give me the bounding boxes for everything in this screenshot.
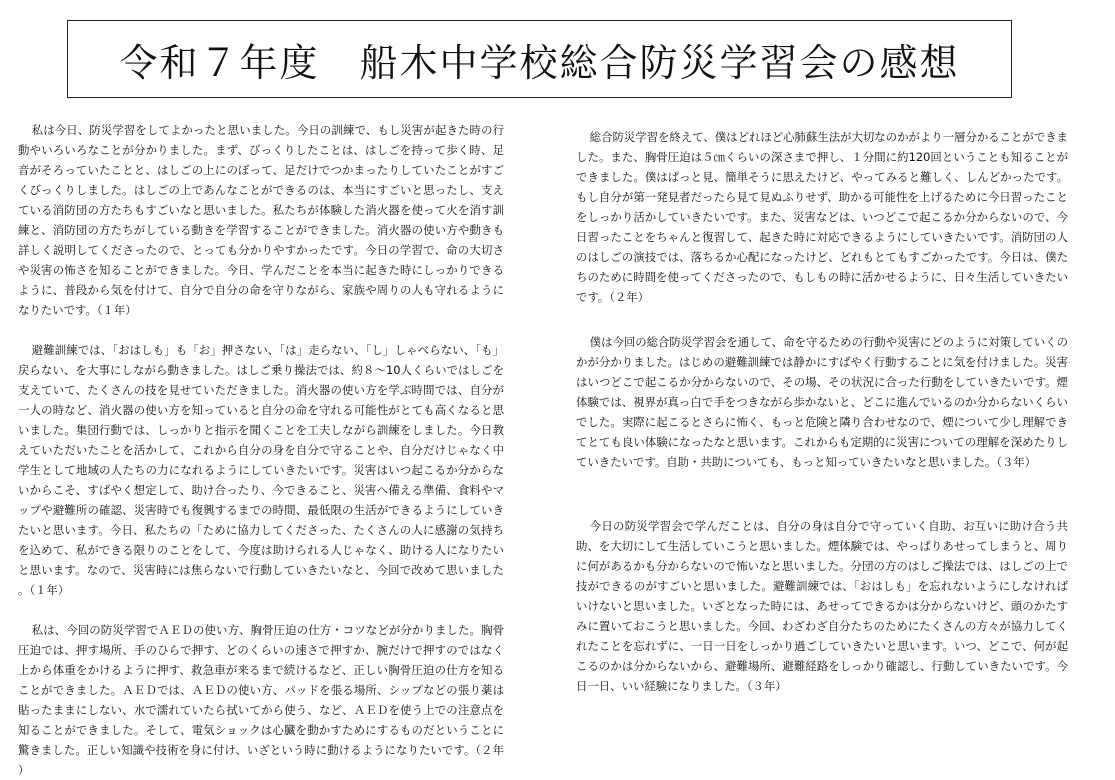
essay-paragraph: 僕は今回の総合防災学習会を通して、命を守るための行動や災害にどのように対策していくのかが分かりました。はじめの避難訓練では静かにすばやく行動することに気を付けました。災害はいつどこで起こるか分からないので、その場、その状況に合った行動をしていきたいです。煙体験では、視界が真っ白で手をつきながら歩かないと、どこに進んでいるのか分からないくらいでした。実際に起こるとさらに怖く、もっと危険と隣り合わせなので、煙について少し理解できてとても良い体験になったなと思います。これからも定期的に災害についての理解を深めたりしていきたいです。自助・共助についても、もっと知っていきたいなと思いました。（３年） — [576, 335, 1068, 469]
essay-paragraph: 私は、今回の防災学習でＡＥＤの使い方、胸骨圧迫の仕方・コツなどが分かりました。胸骨圧迫では、押す場所、手のひらで押す、どのくらいの速さで押すか、腕だけで押すのではなく上から体重をかけるように押す、救急車が来るまで続けるなど、正しい胸骨圧迫の仕方を知ることができました。ＡＥＤでは、ＡＥＤの使い方、パッドを張る場所、シップなどの張り薬は貼ったままにしない、水で濡れていたら拭いてから使う、など、ＡＥＤを使う上での注意点を知ることができました。そして、電気ショックは心臓を動かすためにするものだということに驚きました。正しい知識や技術を身に付け、いざという時に動けるようになりたいです。（２年） — [18, 623, 504, 777]
left-column — [18, 120, 504, 780]
page-title: 令和７年度 船木中学校総合防災学習会の感想 — [119, 40, 960, 85]
title-box — [67, 20, 1012, 98]
essay-paragraph: 今日の防災学習会で学んだことは、自分の身は自分で守っていく自助、お互いに助け合う共助、を大切にして生活していこうと思いました。煙体験では、やっぱりあせってしまうと、周りに何があるかも分からないので怖いなと思いました。分団の方のはしご操法では、はしごの上で技ができるのがすごいと思いました。避難訓練では、「おはしも」を忘れないようにしなければいけないと思いました。いざとなった時には、あせってできるかは分からないけど、頭のかたすみに置いておこうと思いました。今回、わざわざ自分たちのためにたくさんの方々が協力してくれたことを忘れずに、一日一日をしっかり過ごしていきたいと思います。いつ、どこで、何が起こるのかは分からないから、避難場所、避難経路をしっかり確認し、行動していきたいです。今日一日、いい経験になりました。（３年） — [576, 519, 1068, 693]
essay-paragraph: 私は今日、防災学習をしてよかったと思いました。今日の訓練で、もし災害が起きた時の行動やいろいろなことが分かりました。まず、びっくりしたことは、はしごを持って歩く時、足音がそろっていたことと、はしごの上にのぼって、足だけでつかまったりしていたことがすごくびっくりしました。はしごの上であんなことができるのは、本当にすごいと思ったし、支えている消防団の方たちもすごいなと思いました。私たちが体験した消火器を使って火を消す訓練と、消防団の方たちがしている動きを学習することができました。消火器の使い方や動きも詳しく説明してくださったので、とっても分かりやすかったです。今日の学習で、命の大切さや災害の怖さを知ることができました。今日、学んだことを本当に起きた時にしっかりできるように、普段から気を付けて、自分で自分の命を守りながら、家族や周りの人も守れるようになりたいです。（１年） — [18, 123, 504, 317]
right-column — [576, 127, 1068, 696]
essay-paragraph: 避難訓練では、「おはしも」も「お」押さない、「は」走らない、「し」しゃべらない、「も」戻らない、を大事にしながら動きました。はしご乗り操法では、約８～10人くらいではしごを支えていて、たくさんの技を見せていただきました。消火器の使い方を学ぶ時間では、自分が一人の時など、消火器の使い方を知っていると自分の命を守れる可能性がとても高くなると思いました。集団行動では、しっかりと指示を聞くことを工夫しながら訓練をしました。今日教えていただいたことを活かして、これから自分の身を自分で守ることや、自分だけじゃなく中学生として地域の人たちの力になれるようにしていきたいです。災害はいつ起こるか分からないからこそ、すばやく想定して、助け合ったり、今できること、災害へ備える準備、食料やマップや避難所の確認、災害時でも復興するまでの時間、最低限の生活ができるようにしていきたいと思います。今日、私たちの「ために協力してくださった、たくさんの人に感謝の気持ちを込めて、私ができる限りのことをして、今度は助けられる人じゃなく、助ける人になりたいと思います。なので、災害時には焦らないで行動していきたいなと、今回で改めて思いました。（１年） — [18, 343, 504, 597]
essay-paragraph: 総合防災学習を終えて、僕はどれほど心肺蘇生法が大切なのかがより一層分かることができました。また、胸骨圧迫は５㎝くらいの深さまで押し、１分間に約120回ということも知ることができました。僕はぱっと見、簡単そうに思えたけど、やってみると難しく、しんどかったです。もし自分が第一発見者だったら見て見ぬふりせず、助かる可能性を上げるために今日習ったことをしっかり活かしていきたいです。また、災害などは、いつどこで起こるか分からないので、今日習ったことをちゃんと復習して、起きた時に対応できるようにしていきたいです。消防団の人のはしごの演技では、落ちるか心配になったけど、どれもとてもすごかったです。今日は、僕たちのために時間を使ってくださったので、もしもの時に活かせるように、日々生活していきたいです。（２年） — [576, 130, 1068, 304]
